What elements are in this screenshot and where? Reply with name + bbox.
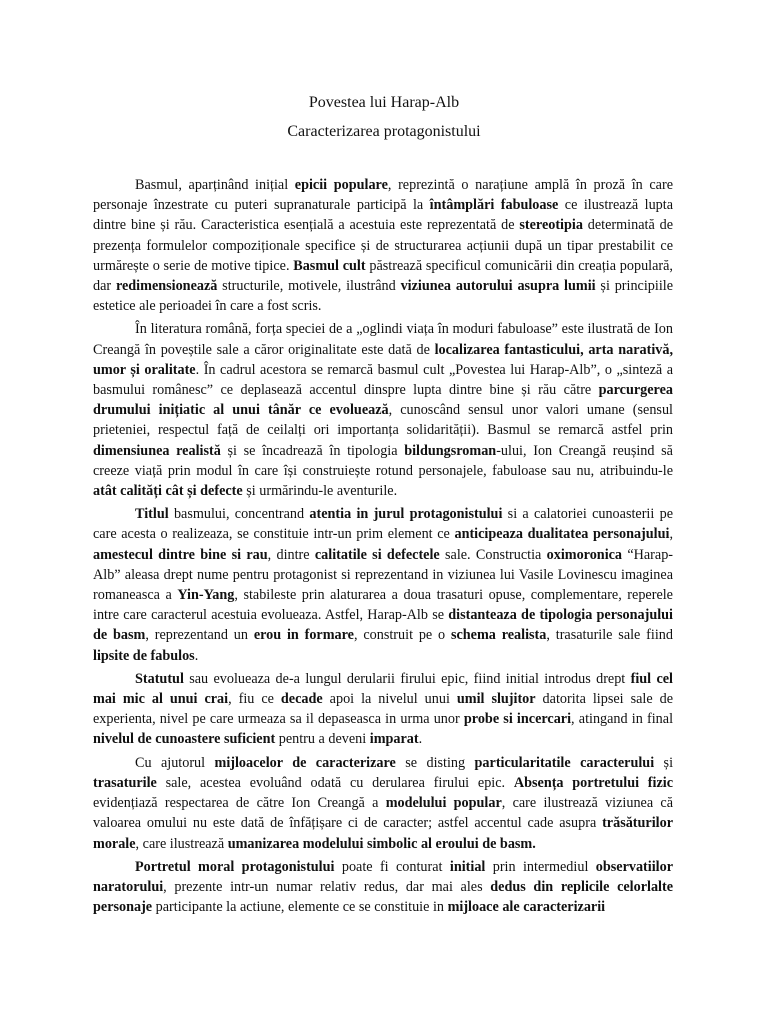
- text-run: evidențiază respectarea de către Ion Creangă a: [93, 795, 386, 812]
- bold-text: mijloace ale caracterizarii: [447, 899, 606, 916]
- bold-text: umanizarea modelului simbolic al eroului de basm.: [227, 835, 536, 852]
- bold-text: Absența portretului fizic: [513, 774, 673, 791]
- bold-text: modelului popular: [385, 795, 502, 812]
- text-run: poate fi conturat: [334, 858, 450, 875]
- text-run: -ului, Ion Creangă reușind să creeze viață prin modul în care își construiește rotund personajele, fabuloase sau nu, atribuindu-le: [93, 442, 673, 479]
- bold-text: decade: [280, 691, 323, 708]
- text-run: și urmărindu-le aventurile.: [242, 483, 398, 500]
- text-run: , care ilustrează: [135, 835, 228, 852]
- text-run: sale. Constructia: [439, 546, 547, 563]
- text-run: , stabileste prin alaturarea a doua trasaturi opuse, complementare, reperele intre care caracterul acestuia evolueaza. Astfel, Harap-Alb se: [93, 587, 673, 624]
- text-run: basmului, concentrand: [168, 506, 310, 523]
- text-run: și se încadrează în tipologia: [220, 442, 405, 459]
- document-title: Povestea lui Harap-Alb: [308, 94, 460, 111]
- document-body: [93, 175, 673, 920]
- bold-text: observatiilor naratorului: [93, 858, 673, 895]
- bold-text: atât calități cât și defecte: [93, 483, 243, 500]
- bold-text: trasaturile: [93, 774, 157, 791]
- bold-text: Statutul: [135, 670, 184, 687]
- bold-text: probe si incercari: [463, 711, 572, 728]
- text-run: apoi la nivelul unui: [322, 691, 457, 708]
- bold-text: distanteaza de tipologia personajului de basm: [93, 607, 673, 644]
- text-run: pentru a deveni: [275, 731, 370, 748]
- bold-text: viziunea autorului asupra lumii: [400, 278, 596, 295]
- bold-text: anticipeaza dualitatea personajului: [454, 526, 670, 543]
- bold-text: dimensiunea realistă: [93, 442, 221, 459]
- text-run: determinată de prezența formulelor compoziționale specifice și de structurarea acțiunii după un tipar prestabilit ce urmărește o serie de motive tipice.: [93, 217, 673, 274]
- bold-text: întâmplări fabuloase: [429, 197, 559, 214]
- bold-text: parcurgerea drumului inițiatic al unui tânăr ce evoluează: [93, 382, 673, 419]
- bold-text: erou in formare: [253, 627, 354, 644]
- bold-text: calitatile si defectele: [314, 546, 440, 563]
- text-run: , cunoscând sensul unor valori umane (sensul prieteniei, respectul față de ceilalți ori importanța solidarității). Basmul se remarcă astfel prin: [93, 402, 673, 439]
- text-run: , reprezentand un: [145, 627, 254, 644]
- text-run: structurile, motivele, ilustrând: [217, 278, 401, 295]
- bold-text: trăsăturilor morale: [93, 815, 673, 852]
- bold-text: amestecul dintre bine si rau: [93, 546, 268, 563]
- document-subtitle: Caracterizarea protagonistului: [287, 123, 481, 140]
- bold-text: Titlul: [135, 506, 169, 523]
- text-run: Basmul, aparținând inițial: [135, 177, 295, 193]
- paragraph: [93, 669, 673, 750]
- text-run: , fiu ce: [228, 691, 281, 708]
- text-run: sale, acestea evoluând odată cu derularea firului epic.: [156, 774, 514, 791]
- text-run: sau evolueaza de-a lungul derularii firului epic, fiind initial introdus drept: [183, 670, 631, 687]
- text-run: , care ilustrează viziunea că valoarea omului nu este dată de înfățișare ci de caracter; astfel accentul cade asupra: [93, 795, 673, 832]
- bold-text: redimensionează: [115, 278, 218, 295]
- text-run: , dintre: [267, 546, 315, 563]
- bold-text: epicii populare: [294, 177, 388, 193]
- bold-text: bildungsroman: [404, 442, 497, 459]
- text-run: participante la actiune, elemente ce se constituie in: [152, 899, 448, 916]
- bold-text: atentia in jurul protagonistului: [309, 506, 503, 523]
- bold-text: Portretul moral protagonistului: [135, 858, 335, 875]
- bold-text: Yin-Yang: [177, 587, 235, 604]
- text-run: și principiile estetice ale perioadei în care a fost scris.: [93, 278, 674, 315]
- text-run: ,: [669, 526, 673, 543]
- bold-text: initial: [449, 858, 486, 875]
- bold-text: stereotipia: [519, 217, 583, 234]
- text-run: , reprezintă o narațiune amplă în proză în care personaje înzestrate cu puteri supranaturale participă la: [93, 177, 673, 214]
- text-run: În literatura română, forța speciei de a „oglindi viața în moduri fabuloase” este ilustrată de Ion Creangă în poveștile sale a căror originalitate este dată de: [93, 321, 673, 358]
- text-run: .: [194, 647, 199, 664]
- bold-text: lipsite de fabulos: [93, 647, 195, 664]
- text-run: . În cadrul acestora se remarcă basmul cult „Povestea lui Harap-Alb”, o „sinteză a basmului românesc” ce deplasează accentul dinspre lupta dintre bine și rău către: [93, 361, 674, 399]
- text-run: ce ilustrează lupta dintre bine și rău. Caracteristica esențială a acestuia este reprezentată de: [93, 197, 673, 234]
- bold-text: nivelul de cunoastere suficient: [93, 731, 276, 748]
- text-run: , atingand in final: [571, 711, 674, 728]
- paragraph: [93, 319, 673, 501]
- text-run: , prezente intr-un numar relativ redus, dar mai ales: [163, 878, 491, 895]
- text-run: păstrează specificul comunicării din creația populară, dar: [93, 257, 673, 295]
- text-run: .: [418, 731, 423, 748]
- text-run: se disting: [395, 754, 475, 771]
- paragraph: [93, 753, 673, 854]
- paragraph: [93, 504, 673, 666]
- bold-text: dedus din replicile celorlalte personaje: [93, 878, 674, 916]
- text-run: datorita lipsei sale de experienta, nivel pe care urmeaza sa il depaseasca in urma unor: [93, 691, 673, 728]
- bold-text: localizarea fantasticului, arta narativă, umor și oralitate: [93, 341, 673, 378]
- bold-text: umil slujitor: [456, 691, 536, 708]
- bold-text: Basmul cult: [293, 257, 366, 274]
- bold-text: particularitatile caracterului: [474, 754, 655, 771]
- bold-text: mijloacelor de caracterizare: [214, 754, 396, 771]
- text-run: si a calatoriei cunoasterii pe care acesta o realizeaza, se constituie intr-un prim element ce: [93, 506, 673, 543]
- bold-text: fiul cel mai mic al unui crai: [93, 670, 673, 708]
- text-run: , construit pe o: [353, 627, 451, 644]
- text-run: “Harap-Alb” aleasa drept nume pentru protagonist si reprezentand in viziunea lui Vasile Lovinescu imaginea romaneasca a: [93, 546, 674, 604]
- text-run: Cu ajutorul: [135, 754, 215, 771]
- text-run: și: [654, 754, 674, 771]
- text-run: prin intermediul: [485, 858, 596, 875]
- text-run: , trasaturile sale fiind: [546, 627, 673, 644]
- bold-text: oximoronica: [546, 546, 623, 563]
- paragraph: [93, 857, 673, 918]
- bold-text: imparat: [369, 731, 419, 748]
- paragraph: [93, 175, 673, 316]
- bold-text: schema realista: [450, 627, 547, 644]
